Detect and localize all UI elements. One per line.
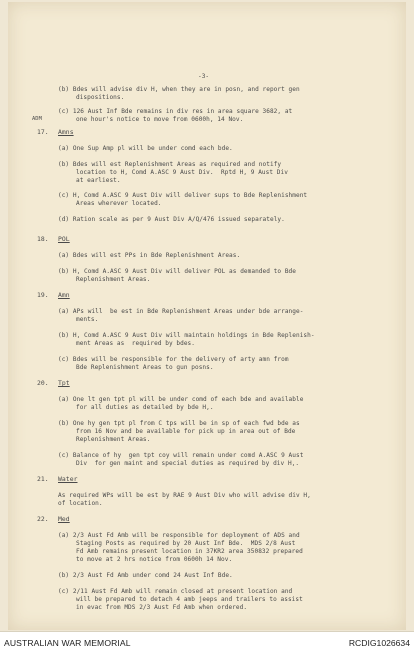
para-line: from 16 Nov and be available for pick up in area out of Bde <box>76 428 296 435</box>
para-line: (a) One Sup Amp pl will be under comd each bde. <box>58 145 233 152</box>
section-title: Water <box>58 475 78 483</box>
para-line: (c) Bdes will be responsible for the delivery of arty amn from <box>58 356 289 363</box>
para-c-line: (c) 126 Aust Inf Bde remains in div res in area square 3682, at <box>58 108 293 115</box>
footer-record-id: RCDIG1026634 <box>348 638 410 648</box>
margin-annotation: ADM <box>32 116 42 122</box>
section-title: Tpt <box>58 379 70 387</box>
footer-source-label: AUSTRALIAN WAR MEMORIAL <box>4 638 131 648</box>
para-line: Staging Posts as required by 20 Aust Inf Bde. MDS 2/8 Aust <box>76 540 296 547</box>
para-line: of location. <box>58 500 103 507</box>
para-line: (b) H, Comd A.ASC 9 Aust Div will deliver POL as demanded to Bde <box>58 268 296 275</box>
para-line: for all duties as detailed by bde H,. <box>76 404 214 411</box>
para-line: to move at 2 hrs notice from 0600h 14 Nov. <box>76 556 233 563</box>
para-line: (b) H, Comd A.ASC 9 Aust Div will maintain holdings in Bde Replenish- <box>58 332 315 339</box>
para-line: (a) One lt gen tpt pl will be under comd of each bde and available <box>58 396 304 403</box>
para-line: (c) H, Comd A.ASC 9 Aust Div will deliver sups to Bde Replenishment <box>58 192 308 199</box>
footer-bar <box>0 631 414 654</box>
para-line: (b) One hy gen tpt pl from C tps will be in sp of each fwd bde as <box>58 420 300 427</box>
para-line: will be prepared to detach 4 amb jeeps and trailers to assist <box>76 596 303 603</box>
section-number: 20. <box>37 379 49 387</box>
para-line: (b) Bdes will est Replenishment Areas as required and notify <box>58 161 282 168</box>
para-c-line: one hour's notice to move from 0600h, 14 Nov. <box>76 116 244 123</box>
para-line: Div for gen maint and special duties as required by div H,. <box>76 460 300 467</box>
para-line: As required WPs will be est by RAE 9 Aust Div who will advise div H, <box>58 492 311 499</box>
section-title: POL <box>58 235 70 243</box>
para-line: (c) 2/11 Aust Fd Amb will remain closed at present location and <box>58 588 293 595</box>
para-line: Bde Replenishment Areas to gun posns. <box>76 364 214 371</box>
para-b-line: dispositions. <box>76 94 125 101</box>
section-number: 18. <box>37 235 49 243</box>
section-number: 19. <box>37 291 49 299</box>
para-line: ment Areas as required by bdes. <box>76 340 195 347</box>
para-line: Fd Amb remains present location in 37KR2 area 350832 prepared <box>76 548 303 555</box>
para-line: Areas wherever located. <box>76 200 162 207</box>
page-number: -3- <box>198 73 210 80</box>
para-line: Replenishment Areas. <box>76 276 151 283</box>
para-line: (d) Ration scale as per 9 Aust Div A/Q/476 issued separately. <box>58 216 285 223</box>
section-title: Amn <box>58 291 70 299</box>
para-line: (a) 2/3 Aust Fd Amb will be responsible for deployment of ADS and <box>58 532 300 539</box>
para-line: (b) 2/3 Aust Fd Amb under comd 24 Aust Inf Bde. <box>58 572 233 579</box>
section-title: Amns <box>58 128 74 136</box>
para-line: location to H, Comd A.ASC 9 Aust Div. Rptd H, 9 Aust Div <box>76 169 288 176</box>
section-number: 17. <box>37 128 49 136</box>
para-line: ments. <box>76 316 99 323</box>
section-number: 22. <box>37 515 49 523</box>
para-line: (c) Balance of hy gen tpt coy will remain under comd A.ASC 9 Aust <box>58 452 304 459</box>
para-line: at earliest. <box>76 177 121 184</box>
section-number: 21. <box>37 475 49 483</box>
para-line: Replenishment Areas. <box>76 436 151 443</box>
para-line: (a) APs will be est in Bde Replenishment Areas under bde arrange- <box>58 308 304 315</box>
para-b-line: (b) Bdes will advise div H, when they are in posn, and report gen <box>58 86 300 93</box>
para-line: in evac from MDS 2/3 Aust Fd Amb when ordered. <box>76 604 248 611</box>
para-line: (a) Bdes will est PPs in Bde Replenishment Areas. <box>58 252 241 259</box>
section-title: Med <box>58 515 70 523</box>
